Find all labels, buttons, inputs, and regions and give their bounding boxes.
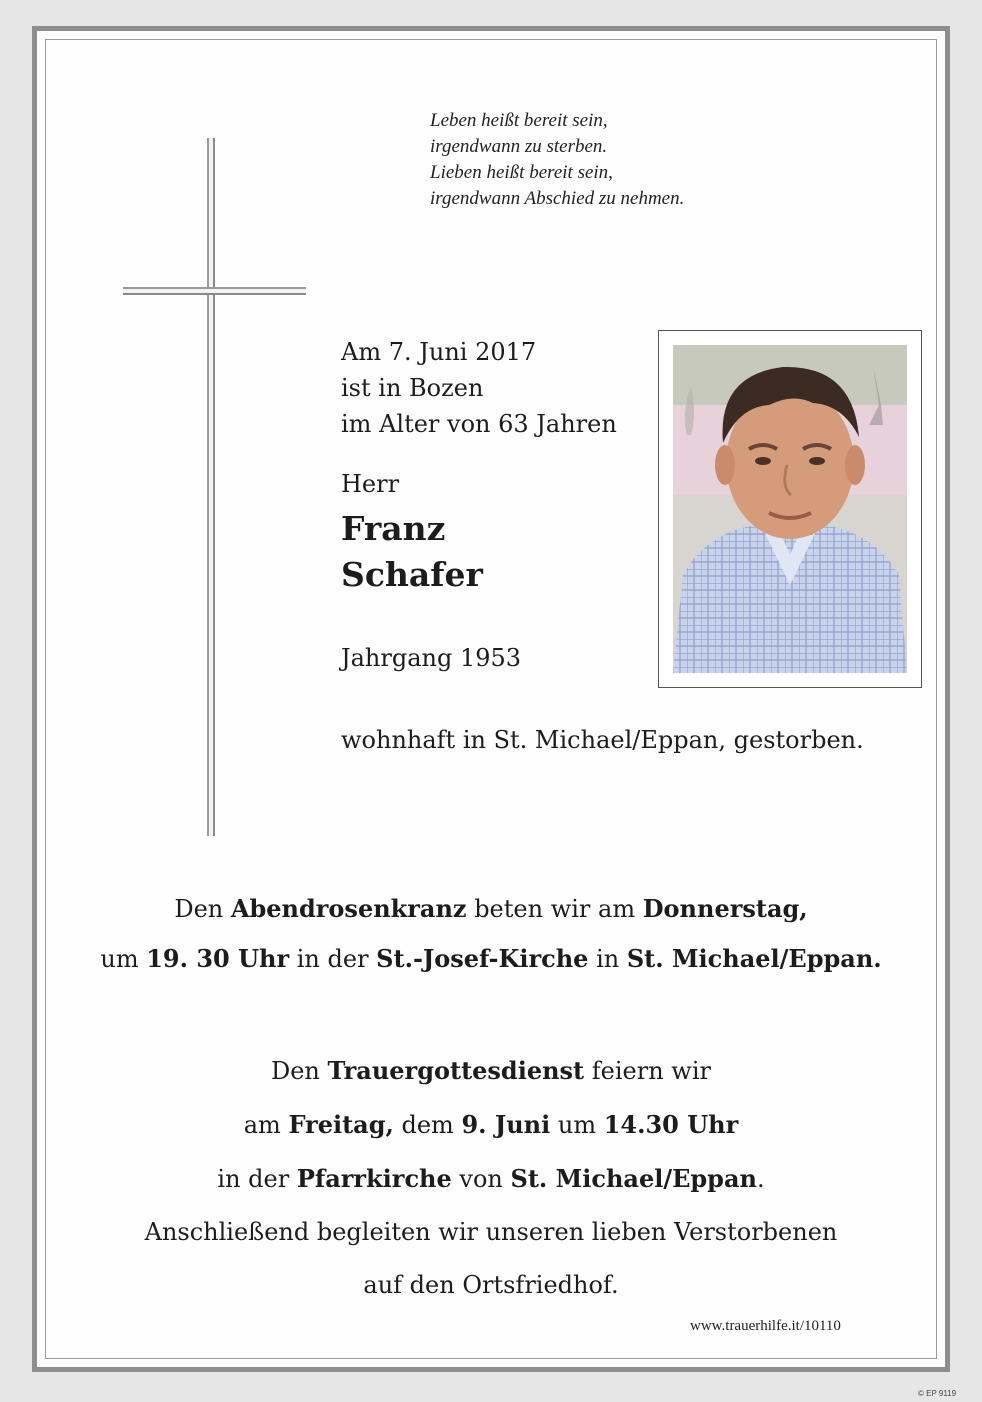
portrait-image	[673, 345, 907, 673]
first-name: Franz	[341, 509, 446, 548]
cross-horizontal-beam	[123, 287, 306, 295]
service-place: St. Michael/Eppan	[510, 1164, 757, 1193]
portrait-frame	[658, 330, 922, 688]
text-segment: beten wir am	[466, 895, 643, 923]
portrait-photo	[673, 345, 907, 673]
event-day: Donnerstag,	[642, 894, 808, 923]
death-place: ist in Bozen	[341, 374, 484, 402]
rosary-notice	[60, 884, 922, 984]
text-segment: Den	[270, 1057, 328, 1085]
rosary-line-2	[60, 934, 922, 984]
verse-line-2: irgendwann zu sterben.	[430, 136, 608, 157]
deceased-name	[341, 506, 483, 598]
service-line-2	[60, 1098, 922, 1152]
death-announcement	[341, 334, 617, 442]
service-line-4: Anschließend begleiten wir unseren lieben Verstorbenen	[144, 1218, 838, 1246]
last-name: Schafer	[341, 555, 483, 594]
service-line-5: auf den Ortsfriedhof.	[363, 1271, 619, 1299]
text-segment: um	[100, 945, 147, 973]
verse-line-3: Lieben heißt bereit sein,	[430, 162, 613, 183]
text-segment: in der	[289, 945, 377, 973]
event-time: 19. 30 Uhr	[146, 944, 290, 973]
death-date: Am 7. Juni 2017	[341, 338, 537, 366]
verse	[430, 108, 684, 212]
event-place: St. Michael/Eppan.	[626, 944, 882, 973]
text-segment: .	[756, 1165, 765, 1193]
text-segment: dem	[393, 1111, 462, 1139]
text-segment: in	[588, 945, 627, 973]
text-segment: von	[451, 1165, 511, 1193]
text-segment: um	[550, 1111, 604, 1139]
event-name: Abendrosenkranz	[230, 894, 467, 923]
verse-line-1: Leben heißt bereit sein,	[430, 110, 608, 131]
service-day: Freitag,	[288, 1110, 394, 1139]
service-church: Pfarrkirche	[296, 1164, 452, 1193]
service-date: 9. Juni	[461, 1110, 551, 1139]
website-link[interactable]: www.trauerhilfe.it/10110	[690, 1318, 841, 1334]
print-code: © EP 9119	[918, 1389, 957, 1398]
verse-line-4: irgendwann Abschied zu nehmen.	[430, 188, 685, 209]
rosary-line-1	[60, 884, 922, 934]
cross-vertical-beam	[207, 138, 215, 836]
residence: wohnhaft in St. Michael/Eppan, gestorben.	[341, 726, 864, 754]
honorific: Herr	[341, 470, 400, 498]
funeral-service-notice	[60, 1044, 922, 1312]
age: im Alter von 63 Jahren	[341, 410, 617, 438]
text-segment: feiern wir	[584, 1057, 711, 1085]
service-time: 14.30 Uhr	[603, 1110, 739, 1139]
text-segment: am	[243, 1111, 289, 1139]
service-line-1	[60, 1044, 922, 1098]
service-line-3	[60, 1152, 922, 1206]
event-church: St.-Josef-Kirche	[376, 944, 589, 973]
service-name: Trauergottesdienst	[327, 1056, 585, 1085]
text-segment: Den	[174, 895, 231, 923]
text-segment: in der	[217, 1165, 297, 1193]
birth-year: Jahrgang 1953	[341, 644, 522, 672]
